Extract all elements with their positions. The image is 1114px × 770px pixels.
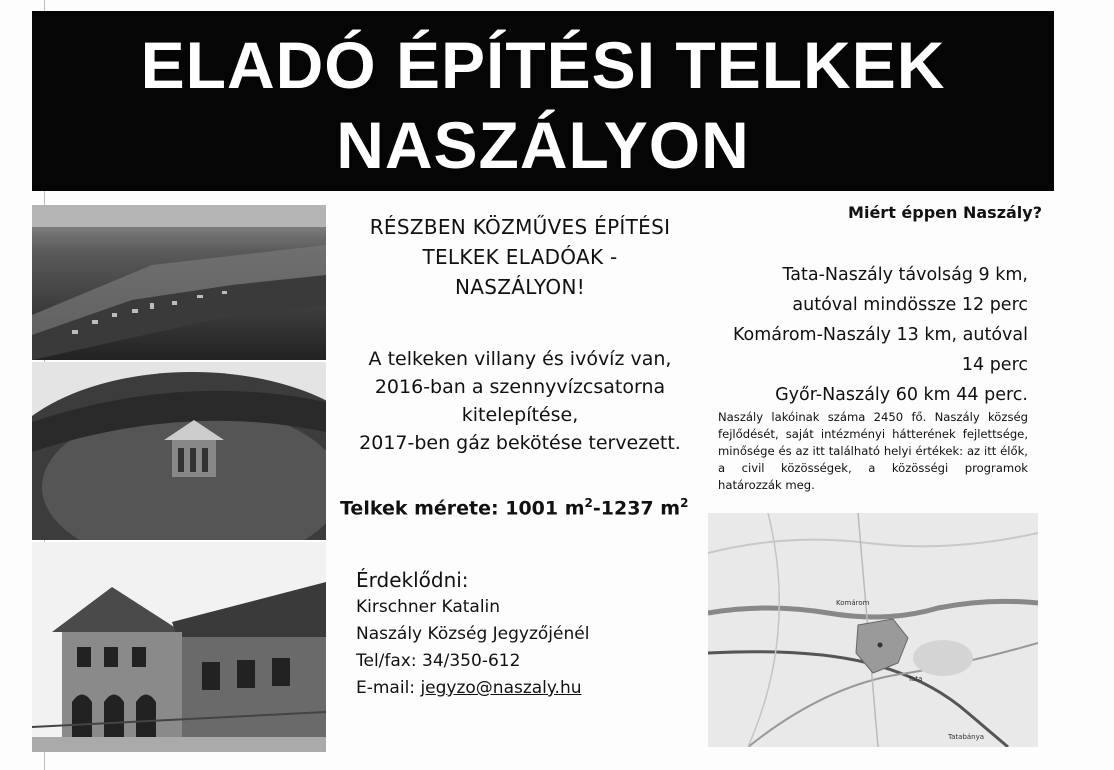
- title-banner: [32, 11, 1054, 191]
- contact-office: Naszály Község Jegyzőjénél: [356, 624, 590, 644]
- email-label: E-mail:: [356, 678, 421, 698]
- heading-line: TELKEK ELADÓAK -: [422, 245, 618, 269]
- heading-line: NASZÁLYON!: [454, 275, 586, 299]
- distance-line: Győr-Naszály 60 km 44 perc.: [775, 385, 1028, 405]
- location-map: [708, 513, 1038, 747]
- body-line: 2016-ban a szennyvízcsatorna: [374, 376, 666, 398]
- contact-name: Kirschner Katalin: [356, 597, 501, 617]
- gazebo-fisheye-photo: [32, 362, 326, 540]
- main-heading: [340, 212, 700, 302]
- distance-line: 14 perc: [961, 355, 1028, 375]
- body-line: kitelepítése,: [461, 404, 579, 426]
- distance-list: [705, 260, 1028, 410]
- map-label-tata: Tata: [908, 675, 923, 683]
- distance-line: autóval mindössze 12 perc: [792, 295, 1028, 315]
- map-label-komarom: Komárom: [836, 599, 870, 607]
- village-description: Naszály lakóinak száma 2450 fő. Naszály község fejlődését, saját intézményi hátterének fejlettsége, minősége és az itt található helyi értékek: az itt élők, a civil közösségek, a közösségi programok határozzák meg.: [718, 410, 1028, 492]
- plot-size-line: [340, 496, 688, 519]
- why-naszaly-title: Miért éppen Naszály?: [848, 203, 1042, 222]
- aerial-village-photo: [32, 205, 326, 360]
- plot-size-label: Telkek mérete: 1001 m: [340, 497, 585, 520]
- plot-size-range: -1237 m: [592, 497, 681, 520]
- banner-title-line-2: NASZÁLYON: [336, 108, 750, 182]
- body-line: A telkeken villany és ivóvíz van,: [368, 348, 672, 370]
- body-line: 2017-ben gáz bekötése tervezett.: [359, 432, 681, 454]
- heading-line: RÉSZBEN KÖZMŰVES ÉPÍTÉSI: [369, 215, 671, 239]
- map-label-tatabanya: Tatabánya: [948, 733, 985, 741]
- town-hall-building-photo: [32, 542, 326, 752]
- contact-block: [356, 566, 589, 702]
- contact-email-line: [356, 675, 589, 702]
- utilities-text: [335, 345, 705, 457]
- email-link[interactable]: jegyzo@naszaly.hu: [420, 678, 582, 698]
- distance-line: Komárom-Naszály 13 km, autóval: [732, 325, 1028, 345]
- plot-size-sup: 2: [584, 496, 593, 510]
- banner-title-line-1: ELADÓ ÉPÍTÉSI TELKEK: [140, 28, 946, 102]
- contact-title: Érdeklődni:: [356, 568, 469, 592]
- contact-phone: Tel/fax: 34/350-612: [356, 651, 521, 671]
- distance-line: Tata-Naszály távolság 9 km,: [782, 265, 1028, 285]
- plot-size-sup: 2: [680, 496, 689, 510]
